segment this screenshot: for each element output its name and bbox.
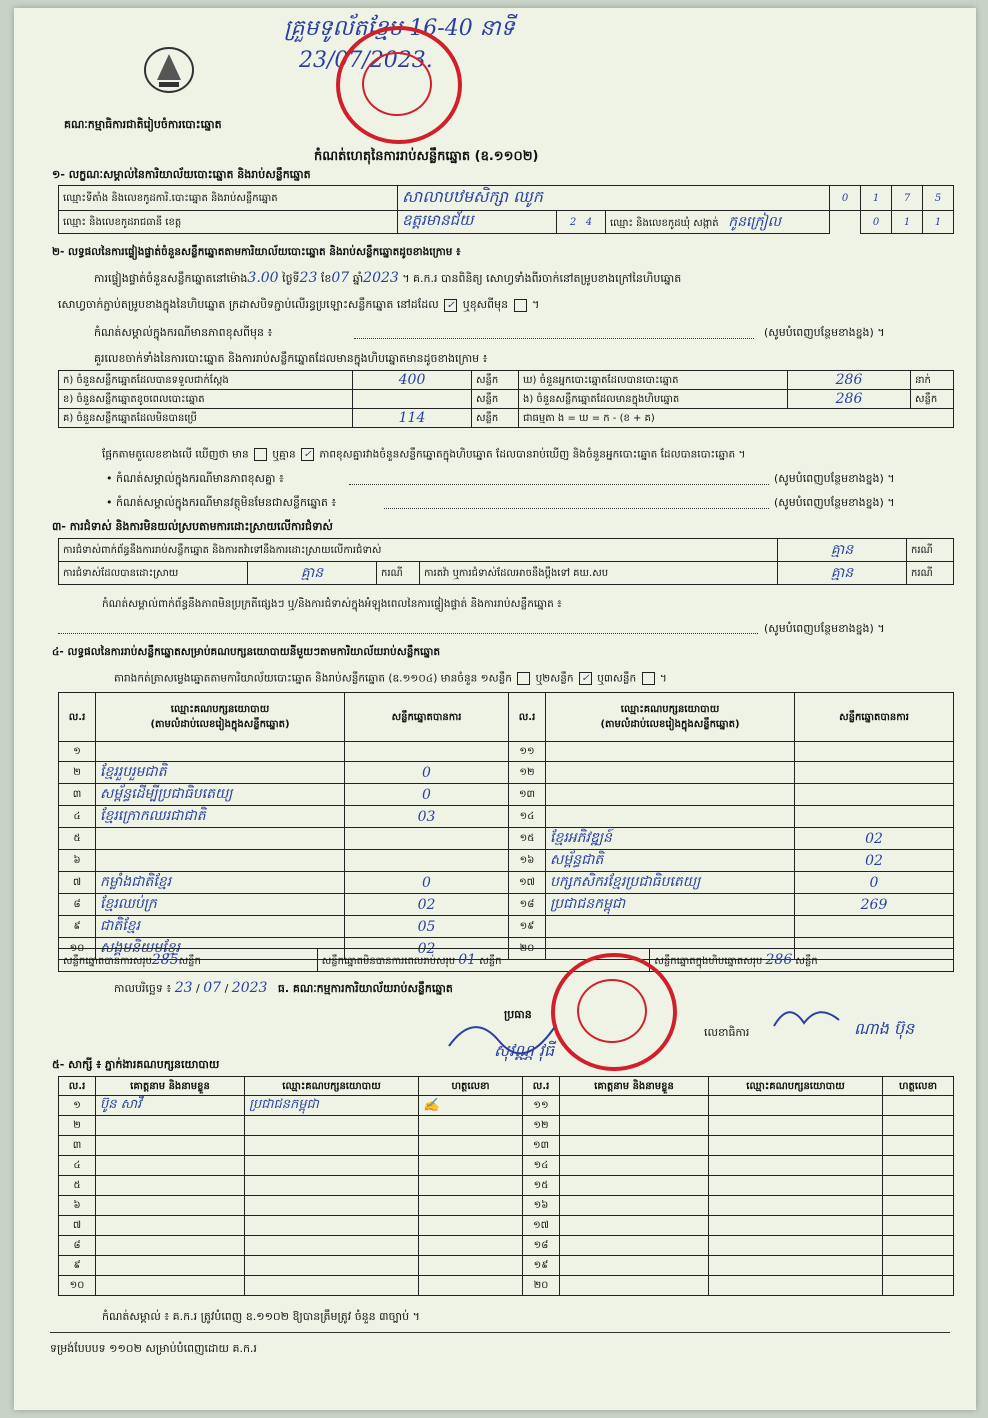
table-row xyxy=(59,1216,954,1236)
witness-party xyxy=(709,1256,883,1276)
party-votes xyxy=(345,742,509,762)
two-sheet-checkbox[interactable]: ✓ xyxy=(579,672,592,685)
witness-signature xyxy=(419,1276,523,1296)
row-no: ១៤ xyxy=(523,1156,560,1176)
witness-signature: ✍ xyxy=(419,1096,523,1116)
table-row xyxy=(59,1256,954,1276)
unit-label: សន្លឹក xyxy=(472,371,519,390)
footer-form-name: ទម្រង់បែបបទ ១១០២ សម្រាប់បំពេញដោយ គ.ក.រ xyxy=(50,1342,257,1355)
place-code-1: 0 xyxy=(830,186,861,211)
formula-note: ជាធម្មតា ង = ឃ = ក - (ខ + គ) xyxy=(519,409,954,428)
party-votes: 03 xyxy=(345,806,509,828)
party-name: ប្រជាជនកម្ពុជា xyxy=(546,894,795,916)
chair-signature-name: សុវណ្ណ វុធី xyxy=(494,1041,555,1060)
witness-name xyxy=(96,1236,245,1256)
table-row xyxy=(59,742,954,762)
row-no: ១០ xyxy=(59,1276,96,1296)
party-votes: 269 xyxy=(795,894,954,916)
form-title: កំណត់ហេតុនៃការរាប់សន្លឹកឆ្នោត (ឧ.១១០២) xyxy=(314,149,539,164)
party-votes: 02 xyxy=(345,894,509,916)
secretary-signature-icon xyxy=(769,998,849,1038)
witness-party xyxy=(245,1256,419,1276)
row-no: ២០ xyxy=(509,938,546,960)
witness-party xyxy=(709,1116,883,1136)
date-line: កាលបរិច្ឆេទ ៖ 23 / 07 / 2023 ធ. គណៈកម្មការការិយាល័យរាប់សន្លឹកឆ្នោត xyxy=(114,980,453,996)
witness-name xyxy=(560,1176,709,1196)
witness-signature xyxy=(419,1176,523,1196)
official-stamp-bottom xyxy=(551,953,677,1071)
witness-signature xyxy=(883,1136,954,1156)
witness-name xyxy=(96,1156,245,1176)
witness-name xyxy=(96,1216,245,1236)
witness-party xyxy=(245,1216,419,1236)
bullet-note: (សូមបំពេញបន្ថែមខាងខ្នង) ។ xyxy=(774,472,895,485)
appeal-label: ការតវ៉ា ឬការជំទាស់ដែលអាចនឹងប្តឹងទៅ គឃ.សប xyxy=(420,562,778,585)
place-code-2: 1 xyxy=(861,186,892,211)
table-row xyxy=(59,1156,954,1176)
witness-name xyxy=(560,1216,709,1236)
row-no: ១៥ xyxy=(509,828,546,850)
party-name: ខ្មែរក្រោកឈរជាជាតិ xyxy=(96,806,345,828)
col-sign-header: ហត្ថលេខា xyxy=(419,1077,523,1096)
witness-party: ប្រជាជនកម្ពុជា xyxy=(245,1096,419,1116)
row-no: ១០ xyxy=(59,938,96,960)
col-no-header: ល.រ xyxy=(509,693,546,742)
handwritten-time-note: គ្រួមទូល័តខ្មែម 16-40 នាទី xyxy=(284,16,515,41)
bullet-line xyxy=(384,508,769,509)
bullet-discrepancy: • កំណត់សម្គាល់ក្នុងករណីមានភាពខុសគ្នា ៖ xyxy=(106,472,284,485)
resolved-value: គ្មាន xyxy=(248,562,377,585)
table-row xyxy=(59,916,954,938)
unit-label: សន្លឹក xyxy=(472,390,519,409)
row-no: ៧ xyxy=(59,1216,96,1236)
objection-count-label: ការជំទាស់ពាក់ព័ន្ធនឹងការរាប់សន្លឹកឆ្នោត និងការតវ៉ាទៅនឹងការដោះស្រាយលើការជំទាស់ xyxy=(59,539,778,562)
col-party-header: ឈ្មោះគណបក្សនយោបាយ (តាមលំដាប់លេខរៀងក្នុងសន្លឹកឆ្នោត) xyxy=(96,693,345,742)
witness-party xyxy=(709,1176,883,1196)
row-no: ៦ xyxy=(59,1196,96,1216)
party-name xyxy=(546,784,795,806)
col-no-header: ល.រ xyxy=(59,693,96,742)
party-name xyxy=(96,742,345,762)
witness-name xyxy=(96,1256,245,1276)
count-voted-label: ឃ) ចំនួនអ្នកបោះឆ្នោតដែលបានបោះឆ្នោត xyxy=(519,371,788,390)
witness-party xyxy=(709,1196,883,1216)
witness-party xyxy=(709,1276,883,1296)
party-name: កម្លាំងជាតិខ្មែរ xyxy=(96,872,345,894)
count-received-label: ក) ចំនួនសន្លឹកឆ្នោតដែលបានទទួលជាក់ស្តែង xyxy=(59,371,353,390)
party-votes: 0 xyxy=(345,784,509,806)
row-no: ១២ xyxy=(509,762,546,784)
row-no: ១៦ xyxy=(523,1196,560,1216)
chair-signature-icon xyxy=(444,1016,564,1056)
witness-signature xyxy=(419,1136,523,1156)
verify-line-2: សោហ្វចាក់ភ្ជាប់តម្រូបខាងក្នុងនៃហិបឆ្នោត ក្រដាសបិទភ្ជាប់លើរន្ធប្រឡោះសន្លឹកឆ្នោត នៅដដែល ✓ ឬខុសពីមុន ។ xyxy=(58,298,540,311)
three-sheet-checkbox[interactable] xyxy=(642,672,655,685)
witness-party xyxy=(245,1196,419,1216)
table-row xyxy=(59,1196,954,1216)
section-2-heading: ២- លទ្ធផលនៃការផ្ទៀងផ្ទាត់ចំនួនសន្លឹកឆ្នោតតាមការិយាល័យបោះឆ្នោត និងរាប់សន្លឹកឆ្នោតដូចខាងក្រោម ៖ xyxy=(52,246,461,258)
row-no: ៥ xyxy=(59,1176,96,1196)
table-row xyxy=(59,1096,954,1116)
commune-code-1: 0 xyxy=(861,211,892,234)
party-votes xyxy=(345,828,509,850)
commune-cell: ឈ្មោះ និងលេខកូដឃុំ សង្កាត់ កូនក្រៀល xyxy=(606,211,830,234)
row-no: ៧ xyxy=(59,872,96,894)
discrepancy-line: ផ្អែកតាមតួលេខខាងលើ ឃើញថា មាន ឬគ្មាន ✓ ភាពខុសគ្នារវាងចំនួនសន្លឹកឆ្នោតក្នុងហិបឆ្នោត ដែលបានរាប់ឃើញ និងចំនួនអ្នកបោះឆ្នោត ដែលបានបោះឆ្នោត ។ xyxy=(102,448,746,461)
section-5-heading: ៥- សាក្សី ៖ ភ្នាក់ងារគណបក្សនយោបាយ xyxy=(52,1058,220,1071)
totals-table xyxy=(58,948,954,972)
total-valid-cell: សន្លឹកឆ្នោតបានការសរុប285សន្លឹក xyxy=(59,949,318,972)
row-no: ៣ xyxy=(59,784,96,806)
count-spoiled-value xyxy=(353,390,472,409)
row-no: ២ xyxy=(59,762,96,784)
party-votes xyxy=(795,806,954,828)
irregularity-hint: (សូមបំពេញបន្ថែមខាងខ្នង) ។ xyxy=(764,622,885,635)
chair-label: ប្រធាន xyxy=(504,1008,532,1021)
party-votes: 0 xyxy=(795,872,954,894)
place-code-3: 7 xyxy=(892,186,923,211)
witness-party xyxy=(245,1116,419,1136)
witness-signature xyxy=(419,1256,523,1276)
objections-table xyxy=(58,538,954,585)
table-row xyxy=(59,894,954,916)
discrepancy-no-checkbox[interactable]: ✓ xyxy=(301,448,314,461)
witness-signature xyxy=(883,1196,954,1216)
party-name xyxy=(546,916,795,938)
col-votes-header: សន្លឹកឆ្នោតបានការ xyxy=(345,693,509,742)
irregularity-line xyxy=(58,633,758,634)
witness-party xyxy=(709,1156,883,1176)
place-label: ឈ្មោះទីតាំង និងលេខកូដការិ.បោះឆ្នោត និងរាប់សន្លឹកឆ្នោត xyxy=(59,186,398,211)
witness-party xyxy=(245,1136,419,1156)
row-no: ១៤ xyxy=(509,806,546,828)
appeal-value: គ្មាន xyxy=(778,562,907,585)
row-no: ១១ xyxy=(523,1096,560,1116)
bullet-foreign-object: • កំណត់សម្គាល់ក្នុងករណីមានវត្ថុមិនមែនជាសន្លឹកឆ្នោត ៖ xyxy=(106,496,337,509)
change-note-label: កំណត់សម្គាល់ក្នុងករណីមានភាពខុសពីមុន ៖ xyxy=(94,326,273,339)
col-sign-header: ហត្ថលេខា xyxy=(883,1077,954,1096)
party-name xyxy=(546,806,795,828)
party-name: ខ្មែរឈប់ក្រ xyxy=(96,894,345,916)
witness-name xyxy=(560,1156,709,1176)
col-no-header: ល.រ xyxy=(59,1077,96,1096)
party-name xyxy=(546,762,795,784)
handwritten-date-note: 23/07/2023. xyxy=(299,48,433,73)
party-name: សម្ព័ន្ធជាតិ xyxy=(546,850,795,872)
col-name-header: គោត្តនាម និងនាមខ្លួន xyxy=(96,1077,245,1096)
witness-party xyxy=(245,1236,419,1256)
row-no: ៩ xyxy=(59,916,96,938)
unit-label: ករណី xyxy=(907,562,954,585)
witness-signature xyxy=(419,1196,523,1216)
one-sheet-checkbox[interactable] xyxy=(517,672,530,685)
party-name: បក្សកសិករខ្មែរប្រជាធិបតេយ្យ xyxy=(546,872,795,894)
party-votes xyxy=(795,916,954,938)
table-row xyxy=(59,850,954,872)
unchanged-checkbox[interactable]: ✓ xyxy=(444,299,457,312)
bullet-note: (សូមបំពេញបន្ថែមខាងខ្នង) ។ xyxy=(774,496,895,509)
party-votes: 02 xyxy=(345,938,509,960)
official-stamp-top xyxy=(336,26,462,144)
org-name: គណៈកម្មាធិការជាតិរៀបចំការបោះឆ្នោត xyxy=(64,118,222,131)
witness-name xyxy=(96,1116,245,1136)
tally-sheet-line: តារាងកត់ត្រាសម្លេងឆ្នោតតាមការិយាល័យបោះឆ្នោត និងរាប់សន្លឹកឆ្នោត (ឧ.១១០៤) មានចំនួន ១សន្លឹក ឬ២សន្លឹក ✓ ឬ៣សន្លឹក ។ xyxy=(114,672,667,685)
party-name xyxy=(546,742,795,762)
table-row xyxy=(59,1176,954,1196)
row-no: ១៨ xyxy=(509,894,546,916)
col-name-header: គោត្តនាម និងនាមខ្លួន xyxy=(560,1077,709,1096)
row-no: ១ xyxy=(59,742,96,762)
row-no: ៤ xyxy=(59,1156,96,1176)
commune-code-2: 1 xyxy=(892,211,923,234)
place-code-4: 5 xyxy=(923,186,954,211)
col-party-header: ឈ្មោះគណបក្សនយោបាយ xyxy=(709,1077,883,1096)
witness-signature xyxy=(883,1256,954,1276)
witness-name xyxy=(560,1256,709,1276)
witness-party xyxy=(709,1216,883,1236)
table-row xyxy=(59,828,954,850)
table-row xyxy=(59,1116,954,1136)
section-1-table xyxy=(58,185,954,234)
party-name: ខ្មែររួបរួមជាតិ xyxy=(96,762,345,784)
witness-signature xyxy=(419,1216,523,1236)
witness-party xyxy=(709,1096,883,1116)
section-4-heading: ៤- លទ្ធផលនៃការរាប់សន្លឹកឆ្នោតសម្រាប់គណបក្សនយោបាយនីមួយៗតាមការិយាល័យរាប់សន្លឹកឆ្នោត xyxy=(52,646,441,658)
results-table xyxy=(58,692,954,960)
secretary-label: លេខាធិការ xyxy=(704,1026,750,1039)
row-no: ១៩ xyxy=(509,916,546,938)
witness-signature xyxy=(419,1236,523,1256)
party-name: សង្គមនិយមខ្មែរ xyxy=(96,938,345,960)
bullet-line xyxy=(349,484,769,485)
document-page xyxy=(14,8,976,1410)
count-inbox-label: ង) ចំនួនសន្លឹកឆ្នោតដែលមានក្នុងហិបឆ្នោត xyxy=(519,390,788,409)
witness-name xyxy=(96,1136,245,1156)
count-inbox-value: 286 xyxy=(788,390,911,409)
row-no: ៣ xyxy=(59,1136,96,1156)
witness-party xyxy=(245,1156,419,1176)
witness-party xyxy=(709,1236,883,1256)
place-value: សាលាបឋមសិក្សា ឈូក xyxy=(398,186,830,211)
row-no: ១៣ xyxy=(523,1136,560,1156)
witness-signature xyxy=(883,1096,954,1116)
footer-note: កំណត់សម្គាល់ ៖ គ.ក.រ ត្រូវបំពេញ ឧ.១១០២ ឱ្យបានត្រឹមត្រូវ ចំនួន ៣ច្បាប់ ។ xyxy=(102,1310,420,1323)
unit-label: ករណី xyxy=(907,539,954,562)
witness-name xyxy=(96,1276,245,1296)
table-row xyxy=(59,784,954,806)
province-value: ឧត្តរមានជ័យ xyxy=(398,211,557,234)
row-no: ១២ xyxy=(523,1116,560,1136)
count-voted-value: 286 xyxy=(788,371,911,390)
table-row xyxy=(59,1276,954,1296)
witness-signature xyxy=(883,1216,954,1236)
party-votes: 0 xyxy=(345,762,509,784)
witness-party xyxy=(245,1276,419,1296)
changed-checkbox[interactable] xyxy=(514,299,527,312)
row-no: ៨ xyxy=(59,894,96,916)
party-votes xyxy=(795,762,954,784)
unit-label: សន្លឹក xyxy=(911,390,954,409)
unit-label: ករណី xyxy=(377,562,420,585)
party-name xyxy=(96,850,345,872)
col-votes-header: សន្លឹកឆ្នោតបានការ xyxy=(795,693,954,742)
party-votes: 0 xyxy=(345,872,509,894)
witness-table xyxy=(58,1076,954,1296)
party-votes: 02 xyxy=(795,828,954,850)
row-no: ១៧ xyxy=(509,872,546,894)
count-unused-label: គ) ចំនួនសន្លឹកឆ្នោតដែលមិនបានប្រើ xyxy=(59,409,353,428)
witness-party xyxy=(709,1136,883,1156)
col-party-header: ឈ្មោះគណបក្សនយោបាយ xyxy=(245,1077,419,1096)
witness-name xyxy=(560,1276,709,1296)
count-spoiled-label: ខ) ចំនួនសន្លឹកឆ្នោតខូចពេលបោះឆ្នោត xyxy=(59,390,353,409)
unit-label: សន្លឹក xyxy=(472,409,519,428)
row-no: ២០ xyxy=(523,1276,560,1296)
count-received-value: 400 xyxy=(353,371,472,390)
witness-signature xyxy=(419,1156,523,1176)
row-no: ២ xyxy=(59,1116,96,1136)
row-no: ១៨ xyxy=(523,1236,560,1256)
party-name xyxy=(96,828,345,850)
secretary-name: ណាង ប៊ុន xyxy=(854,1019,915,1038)
witness-signature xyxy=(883,1176,954,1196)
unit-label: នាក់ xyxy=(911,371,954,390)
row-no: ១១ xyxy=(509,742,546,762)
row-no: ១ xyxy=(59,1096,96,1116)
party-votes xyxy=(795,742,954,762)
witness-name xyxy=(560,1116,709,1136)
table-row xyxy=(59,762,954,784)
row-no: ៥ xyxy=(59,828,96,850)
witness-name xyxy=(96,1176,245,1196)
counts-intro: គួរលេខចាក់ទាំងនៃការបោះឆ្នោត និងការរាប់សន្លឹកឆ្នោតដែលមានក្នុងហិបឆ្នោតមានដូចខាងក្រោម ៖ xyxy=(94,352,488,365)
row-no: ១៩ xyxy=(523,1256,560,1276)
party-name: ខ្មែរអភិវឌ្ឍន៍ xyxy=(546,828,795,850)
province-code: 2 4 xyxy=(557,211,606,234)
change-note-hint: (សូមបំពេញបន្ថែមខាងខ្នង) ។ xyxy=(764,326,885,339)
party-name: ជាតិខ្មែរ xyxy=(96,916,345,938)
province-label: ឈ្មោះ និងលេខកូដរាជធានី ខេត្ត xyxy=(59,211,398,234)
col-party-header: ឈ្មោះគណបក្សនយោបាយ (តាមលំដាប់លេខរៀងក្នុងសន្លឹកឆ្នោត) xyxy=(546,693,795,742)
row-no: ១៧ xyxy=(523,1216,560,1236)
col-no-header: ល.រ xyxy=(523,1077,560,1096)
commune-code-3: 1 xyxy=(923,211,954,234)
row-no: ៦ xyxy=(59,850,96,872)
objection-count-value: គ្មាន xyxy=(778,539,907,562)
table-row xyxy=(59,1236,954,1256)
total-inbox-cell: សន្លឹកឆ្នោតក្នុងហិបឆ្នោតសរុប 286 សន្លឹក xyxy=(650,949,954,972)
witness-name xyxy=(560,1096,709,1116)
footer-divider xyxy=(50,1332,950,1333)
irregularity-note: កំណត់សម្គាល់ពាក់ព័ន្ធនឹងភាពមិនប្រក្រតីផ្សេងៗ ឬ/និងការជំទាស់ក្នុងអំឡុងពេលនៃការផ្ទៀងផ្ទាត់ និងការរាប់សន្លឹកឆ្នោត ៖ xyxy=(102,598,562,610)
section-1-heading: ១- លក្ខណៈសម្គាល់នៃការិយាល័យបោះឆ្នោត និងរាប់សន្លឹកឆ្នោត xyxy=(52,168,311,181)
count-unused-value: 114 xyxy=(353,409,472,428)
table-row xyxy=(59,806,954,828)
witness-party xyxy=(245,1176,419,1196)
witness-signature xyxy=(883,1156,954,1176)
table-row xyxy=(59,1136,954,1156)
party-votes: 05 xyxy=(345,916,509,938)
discrepancy-yes-checkbox[interactable] xyxy=(254,448,267,461)
witness-signature xyxy=(883,1276,954,1296)
verify-line-1: ការផ្ទៀងផ្ទាត់ចំនួនសន្លឹកឆ្នោតនៅម៉ោង3.00 ថ្ងៃទី23 ខែ07 ឆ្នាំ2023 ។ គ.ក.រ បានពិនិត្យ សោហ្វទាំងពីរចាក់នៅតម្រូបខាងក្រៅនៃហិបឆ្នោត xyxy=(94,270,682,286)
total-invalid-cell: សន្លឹកឆ្នោតមិនបានការពេលរាប់សរុប 01 សន្លឹក xyxy=(317,949,650,972)
witness-name xyxy=(560,1196,709,1216)
witness-signature xyxy=(883,1116,954,1136)
row-no: ១៦ xyxy=(509,850,546,872)
table-row xyxy=(59,872,954,894)
row-no: ៤ xyxy=(59,806,96,828)
section-3-heading: ៣- ការជំទាស់ និងការមិនយល់ស្របតាមការដោះស្រាយលើការជំទាស់ xyxy=(52,520,333,533)
party-votes xyxy=(345,850,509,872)
row-no: ៩ xyxy=(59,1256,96,1276)
counts-table xyxy=(58,370,954,428)
party-name: សម្ព័ន្ធដើម្បីប្រជាធិបតេយ្យ xyxy=(96,784,345,806)
witness-name: ប៊ូន សាវី xyxy=(96,1096,245,1116)
party-votes xyxy=(795,784,954,806)
resolved-label: ការជំទាស់ដែលបានដោះស្រាយ xyxy=(59,562,248,585)
witness-signature xyxy=(883,1236,954,1256)
row-no: ១៣ xyxy=(509,784,546,806)
witness-name xyxy=(560,1136,709,1156)
row-no: ៨ xyxy=(59,1236,96,1256)
witness-signature xyxy=(419,1116,523,1136)
witness-name xyxy=(560,1236,709,1256)
row-no: ១៥ xyxy=(523,1176,560,1196)
change-note-line xyxy=(354,338,754,339)
nec-emblem-icon xyxy=(139,40,199,96)
witness-name xyxy=(96,1196,245,1216)
party-votes: 02 xyxy=(795,850,954,872)
